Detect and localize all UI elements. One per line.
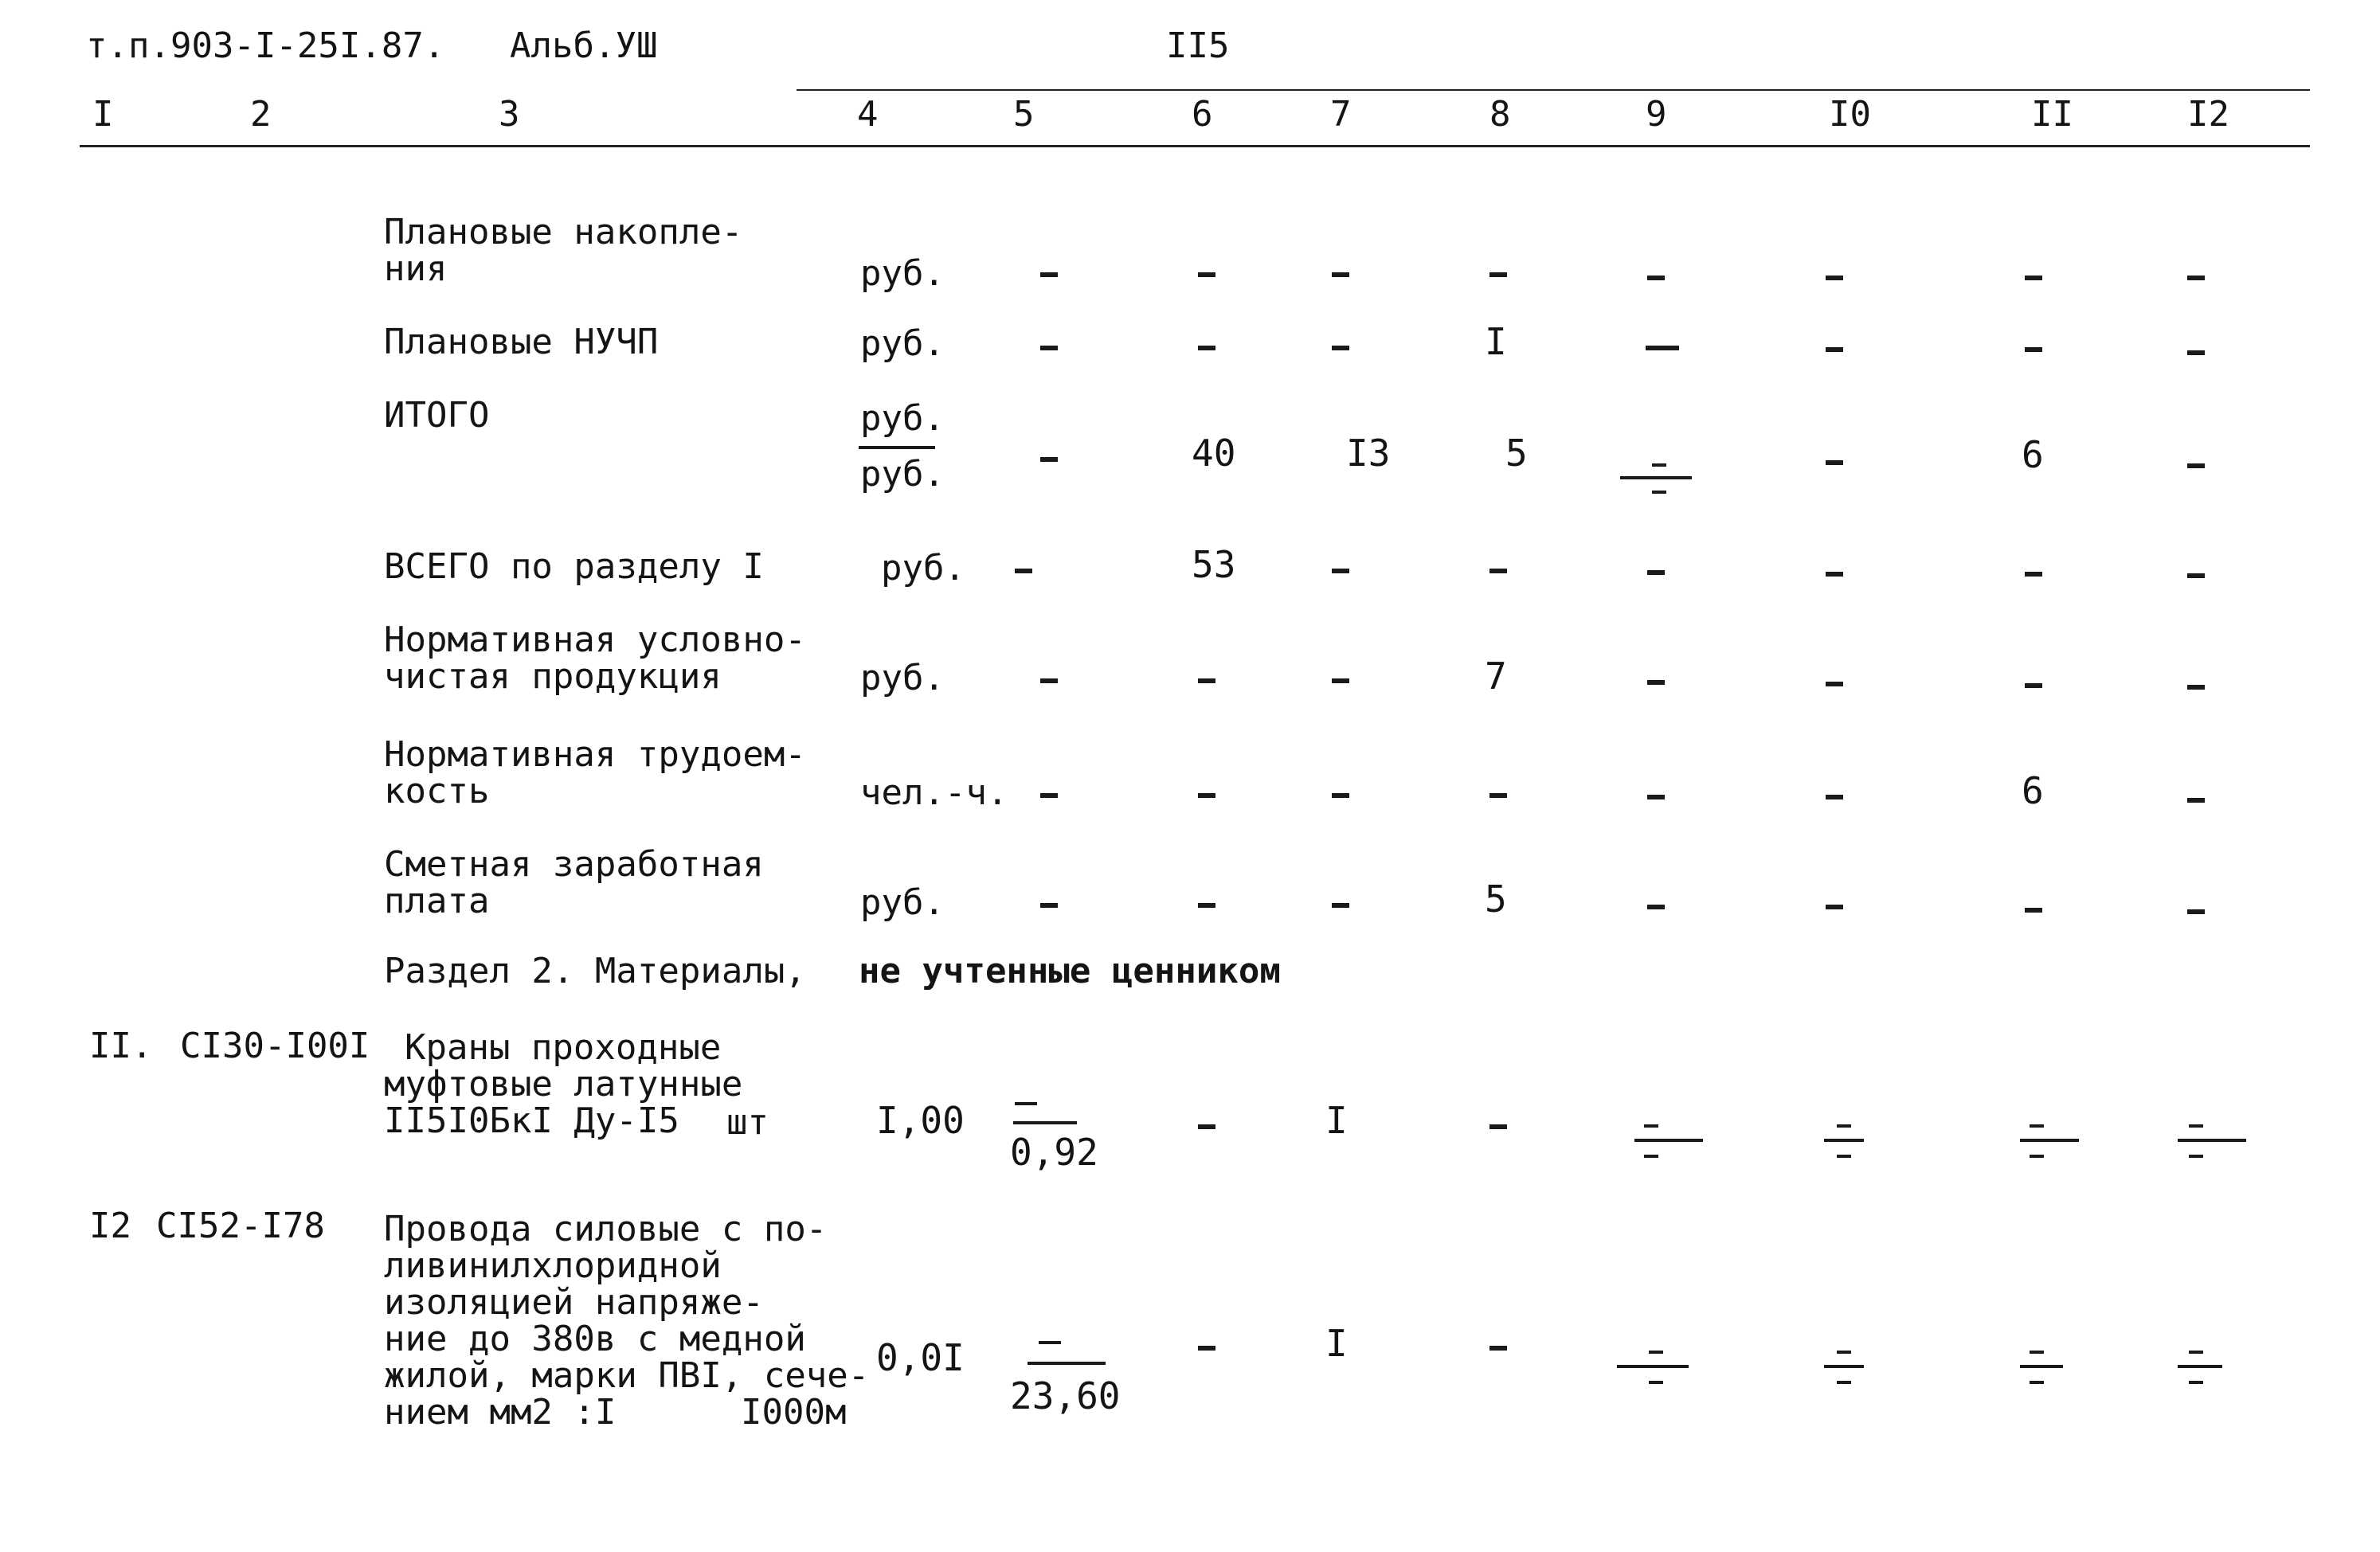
empty-cell-dash <box>2187 685 2205 690</box>
fraction-bar <box>2178 1365 2222 1368</box>
section-2-title: Раздел 2. Материалы, <box>384 951 806 991</box>
fraction-dash <box>2189 1351 2203 1354</box>
cell-col8: 7 <box>1485 655 1507 698</box>
empty-cell-dash <box>2025 908 2042 913</box>
item-name: Провода силовые с по- <box>384 1209 828 1249</box>
empty-cell-dash <box>2187 463 2205 468</box>
empty-cell-dash <box>2025 276 2042 280</box>
empty-cell-dash <box>1489 793 1507 798</box>
empty-cell-dash <box>1198 346 1215 350</box>
empty-cell-dash <box>1826 572 1843 577</box>
item-name: нием мм2 :I <box>384 1392 617 1433</box>
fraction-bar <box>2020 1139 2079 1142</box>
empty-cell-dash <box>2187 350 2205 355</box>
fraction-dash <box>1644 1124 1658 1128</box>
row-name: ИТОГО <box>384 395 490 436</box>
item-price: 0,92 <box>1010 1131 1098 1174</box>
fraction-dash <box>2030 1351 2044 1354</box>
section-2-title-cont: не учтенные ценником <box>859 951 1281 991</box>
row-unit: чел.-ч. <box>860 772 1008 813</box>
column-header-6: 6 <box>1192 94 1213 135</box>
row-name: Плановые НУЧП <box>384 322 659 362</box>
empty-cell-dash <box>1826 347 1843 352</box>
empty-cell-dash <box>1647 276 1665 280</box>
item-price: 23,60 <box>1010 1374 1121 1417</box>
column-header-12: I2 <box>2187 94 2229 135</box>
row-name: Нормативная условно- <box>384 620 806 660</box>
empty-cell-dash <box>2187 573 2205 578</box>
empty-cell-dash <box>1198 903 1215 908</box>
empty-cell-dash <box>1332 272 1349 277</box>
empty-cell-dash <box>1198 1346 1215 1351</box>
empty-cell-dash <box>1826 682 1843 686</box>
fraction-dash <box>1644 1155 1658 1158</box>
empty-cell-dash <box>1332 903 1349 908</box>
empty-cell-dash <box>2025 683 2042 688</box>
item-unit: шт <box>726 1102 769 1143</box>
item-name: жилой, марки ПВI, сече- <box>384 1355 870 1396</box>
empty-cell-dash <box>1040 793 1058 798</box>
empty-cell-dash <box>2025 572 2042 577</box>
fraction-bar <box>2178 1139 2246 1142</box>
item-number: I2 <box>89 1206 131 1246</box>
fraction-dash <box>1652 491 1666 494</box>
fraction-dash <box>1649 1381 1663 1384</box>
item-number: II. <box>89 1026 153 1066</box>
fraction-bar <box>1824 1365 1864 1368</box>
fraction-dash <box>2189 1155 2203 1158</box>
row-unit: руб. <box>881 548 965 588</box>
row-unit: руб. <box>860 398 945 439</box>
cell-col7: I3 <box>1346 432 1391 475</box>
unit-fraction-bar <box>859 446 935 449</box>
cell-col8: 5 <box>1505 432 1528 475</box>
item-name: муфтовые латунные <box>384 1064 743 1104</box>
empty-cell-dash <box>2187 909 2205 914</box>
fraction-dash <box>1837 1124 1851 1128</box>
item-name: ние до 380в с медной <box>384 1319 806 1359</box>
header-top-rule <box>797 89 2310 91</box>
cell-col6: 53 <box>1192 543 1236 586</box>
fraction-dash <box>1837 1381 1851 1384</box>
row-name: Нормативная трудоем- <box>384 734 806 775</box>
cell-col11: 6 <box>2022 433 2044 476</box>
fraction-dash <box>2030 1381 2044 1384</box>
cell-col7: I <box>1325 1099 1348 1142</box>
row-unit: руб. <box>860 658 945 698</box>
item-name: изоляцией напряже- <box>384 1282 764 1323</box>
cell-col11: 6 <box>2022 769 2044 812</box>
empty-cell-dash <box>1198 678 1215 683</box>
row-name: ВСЕГО по разделу I <box>384 546 764 587</box>
empty-cell-dash <box>1015 569 1032 573</box>
item-unit: I000м <box>741 1392 847 1433</box>
row-unit: руб. <box>860 323 945 364</box>
empty-cell-dash <box>2187 276 2205 280</box>
item-code: CI52-I78 <box>156 1206 325 1246</box>
item-name: Краны проходные <box>405 1027 722 1068</box>
row-name: Сметная заработная <box>384 844 764 885</box>
row-name: чистая продукция <box>384 656 722 697</box>
column-header-1: I <box>92 94 114 135</box>
empty-cell-dash <box>1647 905 1665 909</box>
row-name: плата <box>384 881 490 921</box>
row-name: ния <box>384 248 448 289</box>
empty-cell-dash <box>1489 1346 1507 1351</box>
empty-cell-dash <box>1040 678 1058 683</box>
fraction-dash <box>1837 1351 1851 1354</box>
fraction-dash <box>1837 1155 1851 1158</box>
item-quantity: I,00 <box>876 1099 965 1142</box>
empty-cell-dash <box>1646 346 1679 350</box>
fraction-bar <box>1620 476 1692 479</box>
item-name: ливинилхлоридной <box>384 1245 722 1286</box>
empty-cell-dash <box>1647 680 1665 685</box>
fraction-bar <box>1028 1362 1106 1365</box>
header-bottom-rule <box>80 145 2310 147</box>
empty-cell-dash <box>1489 569 1507 573</box>
item-name: II5I0БкI Ду-I5 <box>384 1100 679 1141</box>
column-header-5: 5 <box>1013 94 1035 135</box>
fraction-bar <box>1013 1121 1077 1124</box>
empty-cell-dash <box>1040 346 1058 350</box>
fraction-dash <box>1015 1102 1037 1105</box>
cell-col7: I <box>1325 1322 1348 1365</box>
fraction-dash <box>1039 1341 1061 1344</box>
fraction-dash <box>1652 463 1666 467</box>
empty-cell-dash <box>1040 457 1058 462</box>
empty-cell-dash <box>1826 276 1843 280</box>
fraction-dash <box>1649 1351 1663 1354</box>
cell-col8: I <box>1485 320 1507 363</box>
item-quantity: 0,0I <box>876 1336 965 1379</box>
cell-col6: 40 <box>1192 432 1236 475</box>
page-number: II5 <box>1166 25 1230 66</box>
column-header-2: 2 <box>250 94 272 135</box>
column-header-4: 4 <box>857 94 879 135</box>
item-code: CI30-I00I <box>180 1026 370 1066</box>
empty-cell-dash <box>1647 795 1665 799</box>
empty-cell-dash <box>1826 795 1843 799</box>
empty-cell-dash <box>1332 678 1349 683</box>
empty-cell-dash <box>1040 272 1058 277</box>
fraction-dash <box>2189 1124 2203 1128</box>
empty-cell-dash <box>1332 569 1349 573</box>
empty-cell-dash <box>1826 905 1843 909</box>
empty-cell-dash <box>1489 272 1507 277</box>
fraction-bar <box>1617 1365 1689 1368</box>
empty-cell-dash <box>1198 272 1215 277</box>
empty-cell-dash <box>1198 1124 1215 1129</box>
empty-cell-dash <box>1647 570 1665 575</box>
row-unit: руб. <box>860 882 945 923</box>
fraction-bar <box>2020 1365 2063 1368</box>
empty-cell-dash <box>1332 346 1349 350</box>
fraction-bar <box>1824 1139 1864 1142</box>
row-unit: руб. <box>860 253 945 294</box>
fraction-dash <box>2189 1381 2203 1384</box>
empty-cell-dash <box>1332 793 1349 798</box>
column-header-3: 3 <box>499 94 520 135</box>
empty-cell-dash <box>1826 460 1843 465</box>
fraction-bar <box>1634 1139 1703 1142</box>
row-unit: руб. <box>860 454 945 495</box>
cell-col8: 5 <box>1485 878 1507 921</box>
empty-cell-dash <box>2187 798 2205 803</box>
empty-cell-dash <box>1040 903 1058 908</box>
column-header-10: I0 <box>1829 94 1871 135</box>
row-name: Плановые накопле- <box>384 212 743 252</box>
column-header-7: 7 <box>1330 94 1352 135</box>
empty-cell-dash <box>1489 1124 1507 1129</box>
album-label: Альб.УШ <box>510 25 658 66</box>
empty-cell-dash <box>2025 347 2042 352</box>
fraction-dash <box>2030 1124 2044 1128</box>
document-reference: т.п.903-I-25I.87. <box>86 25 445 66</box>
fraction-dash <box>2030 1155 2044 1158</box>
row-name: кость <box>384 771 490 811</box>
empty-cell-dash <box>1198 793 1215 798</box>
column-header-11: II <box>2031 94 2073 135</box>
column-header-8: 8 <box>1489 94 1511 135</box>
column-header-9: 9 <box>1646 94 1667 135</box>
